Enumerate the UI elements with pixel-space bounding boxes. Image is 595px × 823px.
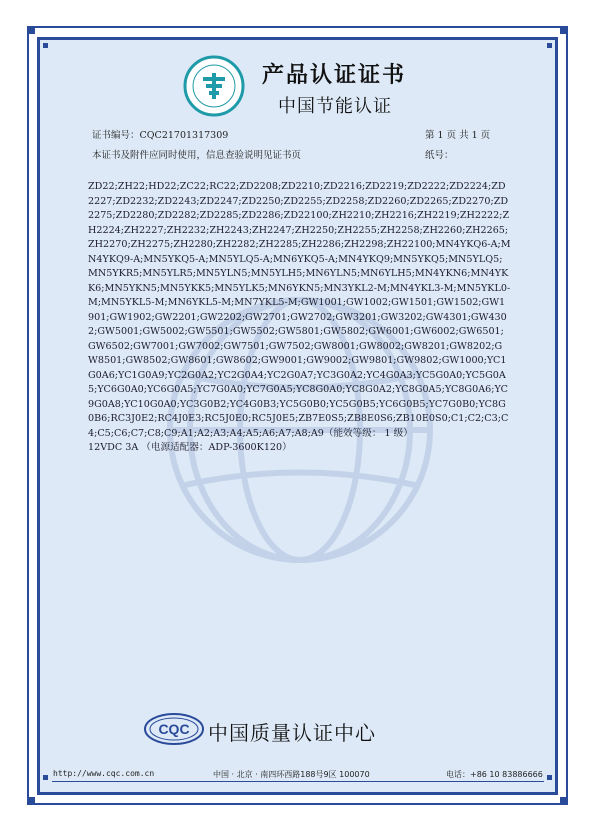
footer-phone: 电话：+86 10 83886666 xyxy=(446,770,543,779)
corner-mark xyxy=(560,26,568,34)
issuer-name: 中国质量认证中心 xyxy=(208,721,376,745)
corner-mark xyxy=(27,797,35,805)
usage-notice: 本证书及附件应同时使用，信息查验说明见证书页 xyxy=(92,150,302,161)
page-title: 产品认证证书 xyxy=(262,63,407,88)
certificate-body xyxy=(88,180,511,456)
paper-number: 纸号： xyxy=(425,150,454,161)
energy-saving-certification-logo-icon xyxy=(183,55,245,117)
cqc-logo-text: CQC xyxy=(158,721,190,737)
corner-mark xyxy=(560,797,568,805)
corner-mark xyxy=(27,26,35,34)
corner-mark xyxy=(547,43,552,48)
footer-divider xyxy=(52,781,544,782)
footer-address: 中国 · 北京 · 南四环西路188号9区 100070 xyxy=(213,770,370,779)
corner-mark xyxy=(43,775,48,780)
power-spec: 12VDC 3A （电源适配器：ADP-3600K120） xyxy=(88,442,292,453)
cert-number: 证书编号：CQC21701317309 xyxy=(92,130,229,141)
corner-mark xyxy=(547,775,552,780)
footer-url: http://www.cqc.com.cn xyxy=(53,769,155,778)
cqc-logo-icon xyxy=(143,712,205,746)
model-list: ZD22;ZH22;HD22;ZC22;RC22;ZD2208;ZD2210;ZD2216;ZD2219;ZD2222;ZD2224;ZD2227;ZD2232;ZD2243;ZD2247;ZD2250;ZD2255;ZD2258;ZD2260;ZD2265;ZD2270;ZD2275;ZD2280;ZD2282;ZD2285;ZD2286;ZD22100;ZH2210;ZH2216;ZH2219;ZH2222;ZH2224;ZH2227;ZH2232;ZH2243;ZH2247;ZH2250;ZH2255;ZH2258;ZH2260;ZH2265;ZH2270;ZH2275;ZH2280;ZH2282;ZH2285;ZH2286;ZH2298;ZH22100;MN4YKQ6-A;MN4YKQ9-A;MN5YKQ5-A;MN5YLQ5-A;MN6YKQ5-A;MN4YKQ9;MN5YKQ5;MN5YLQ5;MN5YKR5;MN5YLR5;MN5YLN5;MN5YLH5;MN6YLN5;MN6YLH5;MN4YKN6;MN4YKK6;MN5YKN5;MN5YKK5;MN5YLK5;MN6YKN5;MN3YKL2-M;MN4YKL3-M;MN5YKL0-M;MN5YKL5-M;MN6YKL5-M;MN7YKL5-M;GW1001;GW1002;GW1501;GW1502;GW1901;GW1902;GW2201;GW2202;GW2701;GW2702;GW3201;GW3202;GW4301;GW4302;GW5001;GW5002;GW5501;GW5502;GW5801;GW5802;GW6001;GW6002;GW6501;GW6502;GW7001;GW7002;GW7501;GW7502;GW8001;GW8002;GW8201;GW8202;GW8501;GW8502;GW8601;GW8602;GW9001;GW9002;GW9801;GW9802;GW1000;YC1G0A6;YC1G0A9;YC2G0A2;YC2G0A4;YC2G0A7;YC3G0A2;YC4G0A3;YC5G0A0;YC5G0A5;YC6G0A0;YC6G0A5;YC7G0A0;YC7G0A5;YC8G0A0;YC8G0A2;YC8G0A5;YC8G0A6;YC9G0A8;YC10G0A0;YC3G0B2;YC4G0B3;YC5G0B0;YC5G0B5;YC6G0B5;YC7G0B0;YC8G0B6;RC3J0E2;RC4J0E3;RC5J0E0;RC5J0E5;ZB7E0S5;ZB8E0S6;ZB10E0S0;C1;C2;C3;C4;C5;C6;C7;C8;C9;A1;A2;A3;A4;A5;A6;A7;A8;A9（能效等级： 1 级） xyxy=(88,181,511,439)
corner-mark xyxy=(43,43,48,48)
page-subtitle: 中国节能认证 xyxy=(278,96,392,117)
page-indicator: 第 1 页 共 1 页 xyxy=(425,130,491,141)
